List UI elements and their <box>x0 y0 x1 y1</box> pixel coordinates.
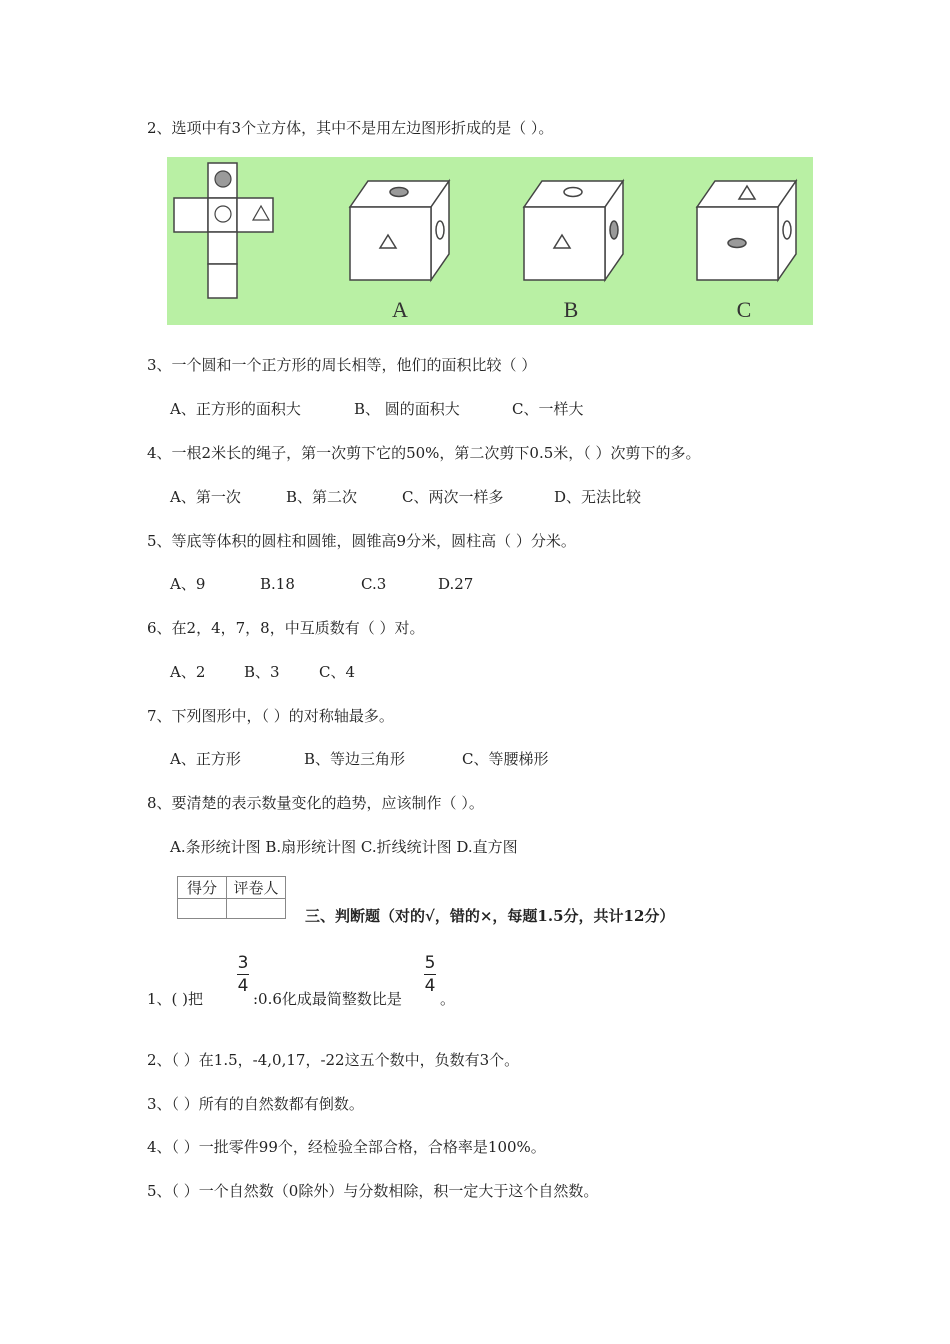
question-4: 4、一根2米长的绳子，第一次剪下它的50%，第二次剪下0.5米，（ ）次剪下的多。 <box>147 444 701 462</box>
net-filled-circle <box>215 171 231 187</box>
q3-option-c: C、一样大 <box>512 400 584 418</box>
question-6: 6、在2，4，7，8，中互质数有（ ）对。 <box>147 619 425 637</box>
q4-option-d: D、无法比较 <box>554 488 642 506</box>
score-header: 得分 <box>178 877 227 899</box>
cube-a <box>350 181 449 280</box>
judge-2: 2、（ ）在1.5，-4,0,17，-22这五个数中，负数有3个。 <box>147 1051 520 1069</box>
judge-4: 4、（ ）一批零件99个，经检验全部合格，合格率是100%。 <box>147 1138 546 1156</box>
question-3: 3、一个圆和一个正方形的周长相等，他们的面积比较（ ） <box>147 356 537 374</box>
score-cell <box>178 899 227 919</box>
q4-option-a: A、第一次 <box>170 488 241 506</box>
cube-b <box>524 181 623 280</box>
q3-option-b: B、 圆的面积大 <box>354 400 460 418</box>
frac2-bar <box>424 974 436 975</box>
label-c: C <box>736 297 752 322</box>
grader-cell <box>227 899 286 919</box>
section-3-title: 三、判断题（对的√，错的×，每题1.5分，共计12分） <box>305 907 675 925</box>
fraction-five-quarters <box>424 954 436 995</box>
judge-1-middle: :0.6化成最简整数比是 <box>253 990 402 1008</box>
frac2-numerator: 5 <box>424 953 436 973</box>
cube-figure <box>167 157 813 325</box>
net-open-circle <box>215 206 231 222</box>
label-a: A <box>392 297 408 322</box>
q7-option-a: A、正方形 <box>170 750 241 768</box>
question-2: 2、选项中有3个立方体，其中不是用左边图形折成的是（ ）。 <box>147 119 554 137</box>
q3-option-a: A、正方形的面积大 <box>170 400 301 418</box>
judge-3: 3、（ ）所有的自然数都有倒数。 <box>147 1095 364 1113</box>
q7-option-b: B、等边三角形 <box>304 750 406 768</box>
score-table <box>177 876 286 919</box>
frac1-denominator: 4 <box>237 976 249 996</box>
q4-option-b: B、第二次 <box>286 488 358 506</box>
frac1-numerator: 3 <box>237 953 249 973</box>
q7-option-c: C、等腰梯形 <box>462 750 549 768</box>
q6-option-a: A、2 <box>170 663 206 681</box>
frac1-bar <box>237 974 249 975</box>
q5-option-a: A、9 <box>170 575 206 593</box>
frac2-denominator: 4 <box>424 976 436 996</box>
grader-header: 评卷人 <box>227 877 286 899</box>
fraction-three-quarters <box>237 954 249 995</box>
question-5: 5、等底等体积的圆柱和圆锥，圆锥高9分米，圆柱高（ ）分米。 <box>147 532 576 550</box>
q5-option-d: D.27 <box>438 575 474 593</box>
question-8-options: A.条形统计图 B.扇形统计图 C.折线统计图 D.直方图 <box>170 838 518 856</box>
cube-c <box>697 181 796 280</box>
question-8: 8、要清楚的表示数量变化的趋势，应该制作（ ）。 <box>147 794 484 812</box>
q4-option-c: C、两次一样多 <box>402 488 504 506</box>
q6-option-c: C、4 <box>319 663 356 681</box>
judge-1-prefix: 1、( )把 <box>147 990 204 1008</box>
judge-5: 5、（ ）一个自然数（0除外）与分数相除，积一定大于这个自然数。 <box>147 1182 599 1200</box>
q6-option-b: B、3 <box>244 663 280 681</box>
question-7: 7、下列图形中，（ ）的对称轴最多。 <box>147 707 394 725</box>
q5-option-c: C.3 <box>361 575 387 593</box>
label-b: B <box>563 297 579 322</box>
judge-1-suffix: 。 <box>440 990 456 1008</box>
q5-option-b: B.18 <box>260 575 295 593</box>
